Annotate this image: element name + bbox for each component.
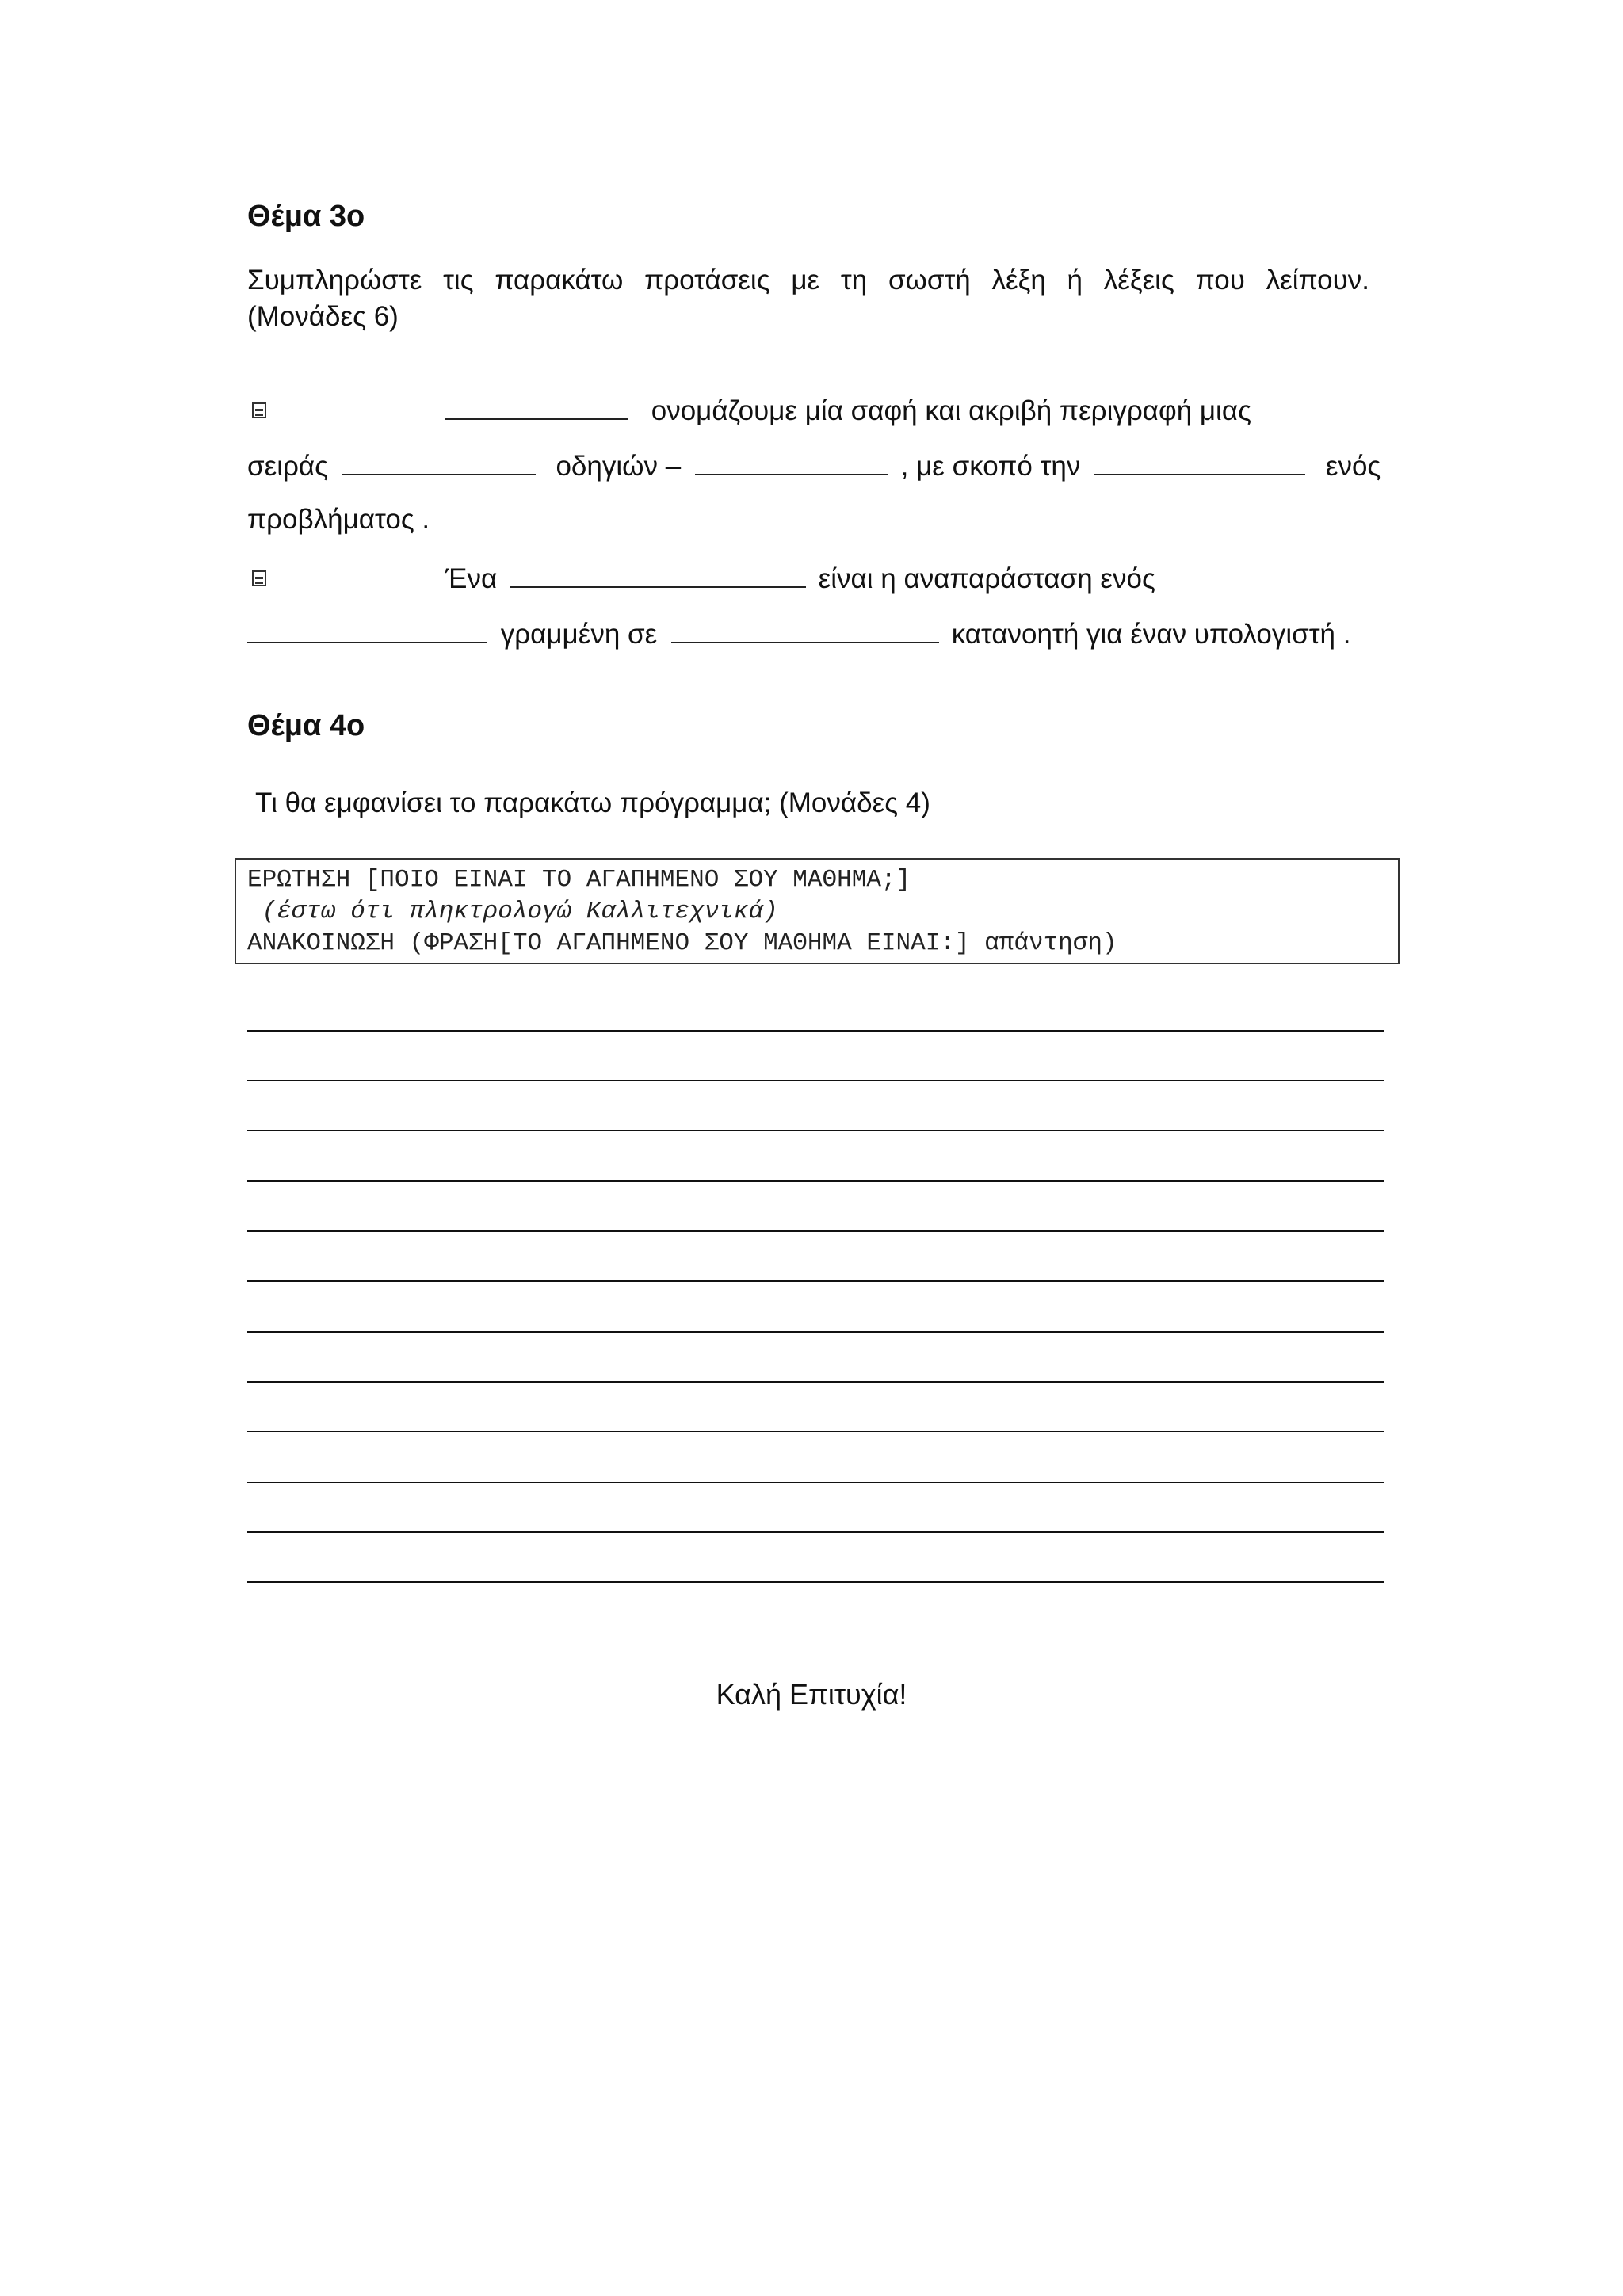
code-box bbox=[235, 858, 1400, 964]
item1-text-d: , με σκοπό την bbox=[900, 451, 1081, 482]
blank-field[interactable] bbox=[1094, 447, 1305, 475]
answer-line[interactable] bbox=[247, 1280, 1384, 1282]
blank-field[interactable] bbox=[445, 391, 628, 420]
answer-line[interactable] bbox=[247, 1030, 1384, 1032]
blank-field[interactable] bbox=[695, 447, 888, 475]
item2-text-c: γραμμένη σε bbox=[500, 619, 658, 650]
item2-text-a: Ένα bbox=[445, 563, 498, 594]
item1-text-c: οδηγιών – bbox=[556, 451, 682, 482]
code-line-3: ΑΝΑΚΟΙΝΩΣΗ (ΦΡΑΣΗ[ΤΟ ΑΓΑΠΗΜΕΝΟ ΣΟΥ ΜΑΘΗΜΑ ΕΙΝΑΙ:] απάντηση) bbox=[247, 929, 1117, 957]
blank-field[interactable] bbox=[510, 559, 806, 588]
answer-line[interactable] bbox=[247, 1482, 1384, 1483]
item2-line2 bbox=[247, 615, 1350, 652]
answer-line[interactable] bbox=[247, 1180, 1384, 1182]
item1-line3: προβλήματος . bbox=[247, 504, 430, 535]
floppy-disk-bullet-icon bbox=[252, 570, 266, 586]
answer-line[interactable] bbox=[247, 1381, 1384, 1383]
item2-line1 bbox=[445, 559, 1155, 597]
closing-text: Καλή Επιτυχία! bbox=[716, 1678, 907, 1711]
item1-line1 bbox=[445, 391, 1251, 429]
answer-line[interactable] bbox=[247, 1130, 1384, 1131]
item1-line2 bbox=[247, 447, 1381, 484]
answer-line[interactable] bbox=[247, 1431, 1384, 1432]
section3-instruction-line1: Συμπληρώστε τις παρακάτω προτάσεις με τη σωστή λέξη ή λέξεις που λείπουν. bbox=[247, 265, 1369, 296]
section3-heading: Θέμα 3ο bbox=[247, 200, 365, 233]
section3-instruction-line2: (Μονάδες 6) bbox=[247, 301, 399, 332]
item1-text-b: σειράς bbox=[247, 451, 328, 482]
code-line-1: ΕΡΩΤΗΣΗ [ΠΟΙΟ ΕΙΝΑΙ ΤΟ ΑΓΑΠΗΜΕΝΟ ΣΟΥ ΜΑΘΗΜΑ;] bbox=[247, 866, 911, 894]
answer-line[interactable] bbox=[247, 1531, 1384, 1533]
item2-text-d: κατανοητή για έναν υπολογιστή . bbox=[951, 619, 1351, 650]
floppy-disk-bullet-icon bbox=[252, 402, 266, 418]
blank-field[interactable] bbox=[671, 615, 939, 643]
section4-heading: Θέμα 4ο bbox=[247, 709, 365, 742]
item1-text-e: ενός bbox=[1325, 451, 1381, 482]
item1-text-a: ονομάζουμε μία σαφή και ακριβή περιγραφή μιας bbox=[651, 395, 1251, 426]
answer-line[interactable] bbox=[247, 1331, 1384, 1333]
blank-field[interactable] bbox=[342, 447, 536, 475]
answer-line[interactable] bbox=[247, 1080, 1384, 1081]
answer-line[interactable] bbox=[247, 1581, 1384, 1583]
section4-question: Τι θα εμφανίσει το παρακάτω πρόγραμμα; (Μονάδες 4) bbox=[255, 788, 930, 818]
answer-line[interactable] bbox=[247, 1230, 1384, 1232]
blank-field[interactable] bbox=[247, 615, 487, 643]
item2-text-b: είναι η αναπαράσταση ενός bbox=[818, 563, 1155, 594]
code-line-2: (έστω ότι πληκτρολογώ Καλλιτεχνικά) bbox=[247, 898, 778, 925]
